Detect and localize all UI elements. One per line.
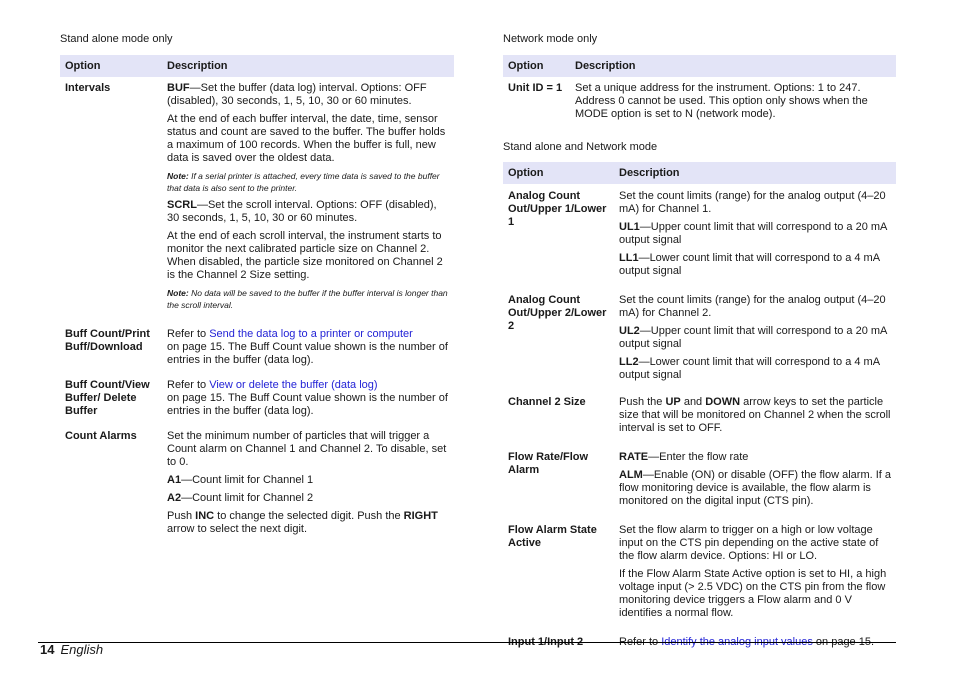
- standalone-section-label: Stand alone mode only: [60, 33, 173, 45]
- description-column-header: Description: [162, 55, 454, 77]
- option-unit-id: Unit ID = 1: [508, 82, 563, 94]
- description-channel2-size: Push the UP and DOWN arrow keys to set the particle size that will be monitored on Channel 2 when the scroll interval is set to OFF.: [619, 396, 891, 434]
- buffer-details-text: At the end of each buffer interval, the date, time, sensor status and count are saved to the buffer. The buffer holds a maximum of 100 records. When the buffer is full, new data is saved over the oldest data.: [167, 113, 446, 164]
- table-header-row: [503, 55, 896, 77]
- table-row-input: [503, 626, 896, 655]
- option-column-header: Option: [503, 162, 614, 184]
- table-row-analog2: [503, 284, 896, 388]
- both-modes-section-label: Stand alone and Network mode: [503, 141, 658, 153]
- table-row-flow-rate: [503, 441, 896, 514]
- standalone-options-table: [60, 55, 454, 542]
- table-row-analog1: [503, 184, 896, 284]
- scroll-details-text: At the end of each scroll interval, the instrument starts to monitor the next calibrated particle size on Channel 2. When disabled, the particle size monitored on Channel 2 is the Channel 2 Size setting.: [167, 230, 443, 281]
- identify-analog-input-link[interactable]: Identify the analog input values: [661, 636, 813, 648]
- table-row-buff-view: [60, 373, 454, 424]
- table-header-row: [60, 55, 454, 77]
- table-row-count-alarms: [60, 424, 454, 542]
- option-buff-download: Buff Count/Print Buff/Download: [65, 328, 150, 353]
- description-unit-id: Set a unique address for the instrument. Options: 1 to 247. Address 0 cannot be used. This option only shows when the MODE option is set to N (network mode).: [575, 82, 868, 120]
- description-buff-view: Refer to View or delete the buffer (data log) on page 15. The Buff Count value shown is the number of entries in the buffer (data log).: [167, 379, 448, 417]
- printer-note: Note: If a serial printer is attached, every time data is saved to the buffer that data is also sent to the printer.: [167, 171, 440, 193]
- view-delete-buffer-link[interactable]: View or delete the buffer (data log): [209, 379, 378, 391]
- table-row-channel2: [503, 388, 896, 441]
- description-column-header: Description: [614, 162, 896, 184]
- footer-language: English: [60, 642, 104, 657]
- buf-text: —Set the buffer (data log) interval. Options: OFF (disabled), 30 seconds, 1, 5, 10, 30 or 60 minutes.: [167, 82, 427, 107]
- table-row-flow-alarm-state: [503, 514, 896, 626]
- buf-key: BUF: [167, 82, 190, 94]
- page-footer: [40, 643, 103, 657]
- table-row-buff-download: [60, 322, 454, 373]
- option-buff-view: Buff Count/View Buffer/ Delete Buffer: [65, 379, 150, 417]
- page-number: 14: [40, 642, 55, 657]
- description-intervals: [162, 77, 454, 322]
- description-flow-rate: RATE—Enter the flow rate ALM—Enable (ON) or disable (OFF) the flow alarm. If a flow monitoring device is available, the flow alarm is monitored on the digital input (CTS pin).: [619, 451, 892, 507]
- description-input: Refer to Identify the analog input values on page 15.: [619, 636, 875, 648]
- description-analog2: Set the count limits (range) for the analog output (4–20 mA) for Channel 2. UL2—Upper count limit that will correspond to a 20 mA output signal LL2—Lower count limit that will correspond to a 4 mA output signal: [619, 294, 887, 381]
- network-options-table: [503, 55, 896, 127]
- table-row-intervals: [60, 77, 454, 322]
- description-column-header: Description: [570, 55, 896, 77]
- description-flow-alarm-state: Set the flow alarm to trigger on a high or low voltage input on the CTS pin depending on the active state of the flow alarm device. Options: HI or LO. If the Flow Alarm State Active option is set to HI, a high voltage input (> 2.5 VDC) on the CTS pin from the flow monitoring device triggers a Flow alarm and 0 V identifies a normal flow.: [619, 524, 887, 619]
- scroll-note: Note: No data will be saved to the buffer if the buffer interval is longer than the scroll interval.: [167, 288, 448, 310]
- scrl-key: SCRL: [167, 199, 197, 211]
- option-input: Input 1/Input 2: [508, 636, 584, 648]
- table-header-row: [503, 162, 896, 184]
- network-section-label: Network mode only: [503, 33, 598, 45]
- option-flow-rate: Flow Rate/Flow Alarm: [508, 451, 589, 476]
- option-column-header: Option: [503, 55, 570, 77]
- option-count-alarms: Count Alarms: [65, 430, 137, 442]
- description-buff-download: Refer to Send the data log to a printer or computer on page 15. The Buff Count value shown is the number of entries in the buffer (data log).: [167, 328, 448, 366]
- scrl-text: —Set the scroll interval. Options: OFF (disabled), 30 seconds, 1, 5, 10, 30 or 60 minutes.: [167, 199, 437, 224]
- option-channel2-size: Channel 2 Size: [508, 396, 586, 408]
- both-modes-options-table: [503, 162, 896, 655]
- footer-rule: [38, 642, 896, 643]
- option-column-header: Option: [60, 55, 162, 77]
- option-intervals: Intervals: [65, 82, 111, 94]
- description-analog1: Set the count limits (range) for the analog output (4–20 mA) for Channel 1. UL1—Upper count limit that will correspond to a 20 mA output signal LL1—Lower count limit that will correspond to a 4 mA output signal: [619, 190, 887, 277]
- table-row-unit-id: [503, 77, 896, 127]
- description-count-alarms: Set the minimum number of particles that will trigger a Count alarm on Channel 1 and Channel 2. To disable, set to 0. A1—Count limit for Channel 1 A2—Count limit for Channel 2 Push INC to change the selected digit. Push the RIGHT arrow to select the next digit.: [167, 430, 447, 535]
- option-flow-alarm-state: Flow Alarm State Active: [508, 524, 597, 549]
- send-data-log-link[interactable]: Send the data log to a printer or computer: [209, 328, 413, 340]
- option-analog2: Analog Count Out/Upper 2/Lower 2: [508, 294, 607, 332]
- option-analog1: Analog Count Out/Upper 1/Lower 1: [508, 190, 607, 228]
